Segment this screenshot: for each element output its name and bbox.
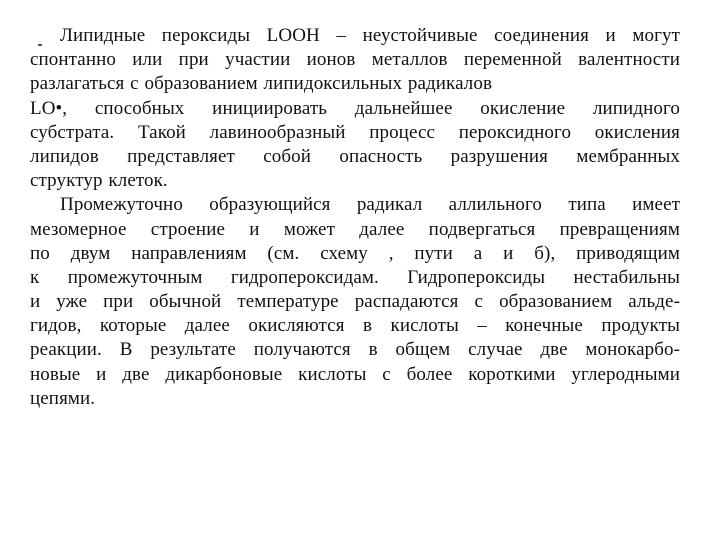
- text-line: разлагаться с образованием липидоксильных радикалов: [30, 73, 493, 95]
- text-line: по двум направлениям (см. схему , пути а и б), приводящим: [30, 242, 680, 264]
- text-line: спонтанно или при участии ионов металлов переменной валентности: [30, 49, 680, 71]
- text-line: Липидные пероксиды LOOH – неустойчивые соединения и могут: [60, 25, 680, 46]
- text-line: субстрата. Такой лавинообразный процесс пероксидного окисления: [30, 121, 680, 143]
- text-line: LO•, способных инициировать дальнейшее окисление липидного: [30, 97, 680, 119]
- text-line: липидов представляет собой опасность разрушения мембранных: [30, 145, 680, 167]
- text-line: гидов, которые далее окисляются в кислоты – конечные продукты: [30, 315, 680, 337]
- text-line: Промежуточно образующийся радикал аллильного типа имеет: [60, 194, 680, 216]
- text-line: реакции. В результате получаются в общем случае две монокарбо-: [30, 339, 680, 361]
- text-line: мезомерное строение и может далее подвергаться превращениям: [30, 218, 680, 240]
- text-line: к промежуточным гидропероксидам. Гидропероксиды нестабильны: [30, 266, 680, 288]
- text-line: новые и две дикарбоновые кислоты с более короткими углеродными: [30, 363, 680, 385]
- text-line: и уже при обычной температуре распадаются с образованием альде-: [30, 291, 680, 313]
- text-line: структур клеток.: [30, 170, 168, 192]
- body-text: [30, 24, 680, 411]
- text-line: цепями.: [30, 387, 96, 409]
